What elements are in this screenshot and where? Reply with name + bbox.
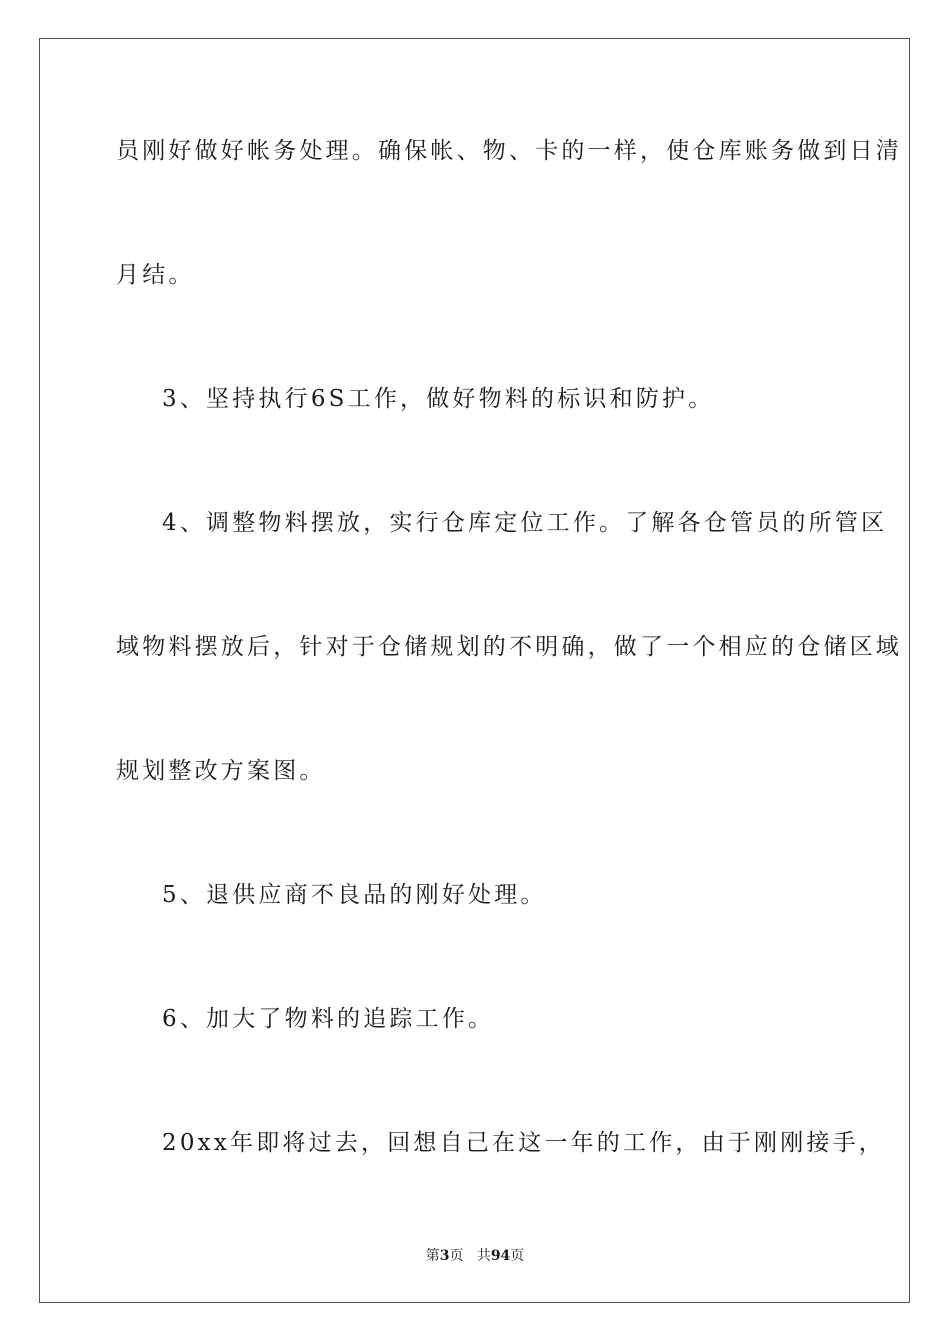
body-line-5: 域物料摆放后，针对于仓储规划的不明确，做了一个相应的仓储区域 xyxy=(116,634,902,660)
footer-page-number: 3 xyxy=(439,1248,450,1264)
body-line-6: 规划整改方案图。 xyxy=(116,758,326,784)
body-line-9: 20xx年即将过去，回想自己在这一年的工作，由于刚刚接手， xyxy=(162,1130,886,1156)
body-line-7: 5、退供应商不良品的刚好处理。 xyxy=(162,882,547,908)
body-line-8: 6、加大了物料的追踪工作。 xyxy=(162,1006,495,1032)
footer-total-suffix: 页 xyxy=(510,1248,525,1264)
page-border xyxy=(39,38,910,1303)
body-line-4: 4、调整物料摆放，实行仓库定位工作。了解各仓管员的所管区 xyxy=(162,510,888,536)
footer-total-pages: 94 xyxy=(490,1248,511,1264)
footer-page-prefix: 第 xyxy=(425,1248,440,1264)
footer-total-prefix: 共 xyxy=(476,1248,491,1264)
footer-page-suffix: 页 xyxy=(449,1248,464,1264)
body-line-1: 员刚好做好帐务处理。确保帐、物、卡的一样，使仓库账务做到日清 xyxy=(116,138,902,164)
page-footer xyxy=(0,1246,950,1266)
body-line-3: 3、坚持执行6S工作，做好物料的标识和防护。 xyxy=(162,386,715,412)
body-line-2: 月结。 xyxy=(116,262,195,288)
